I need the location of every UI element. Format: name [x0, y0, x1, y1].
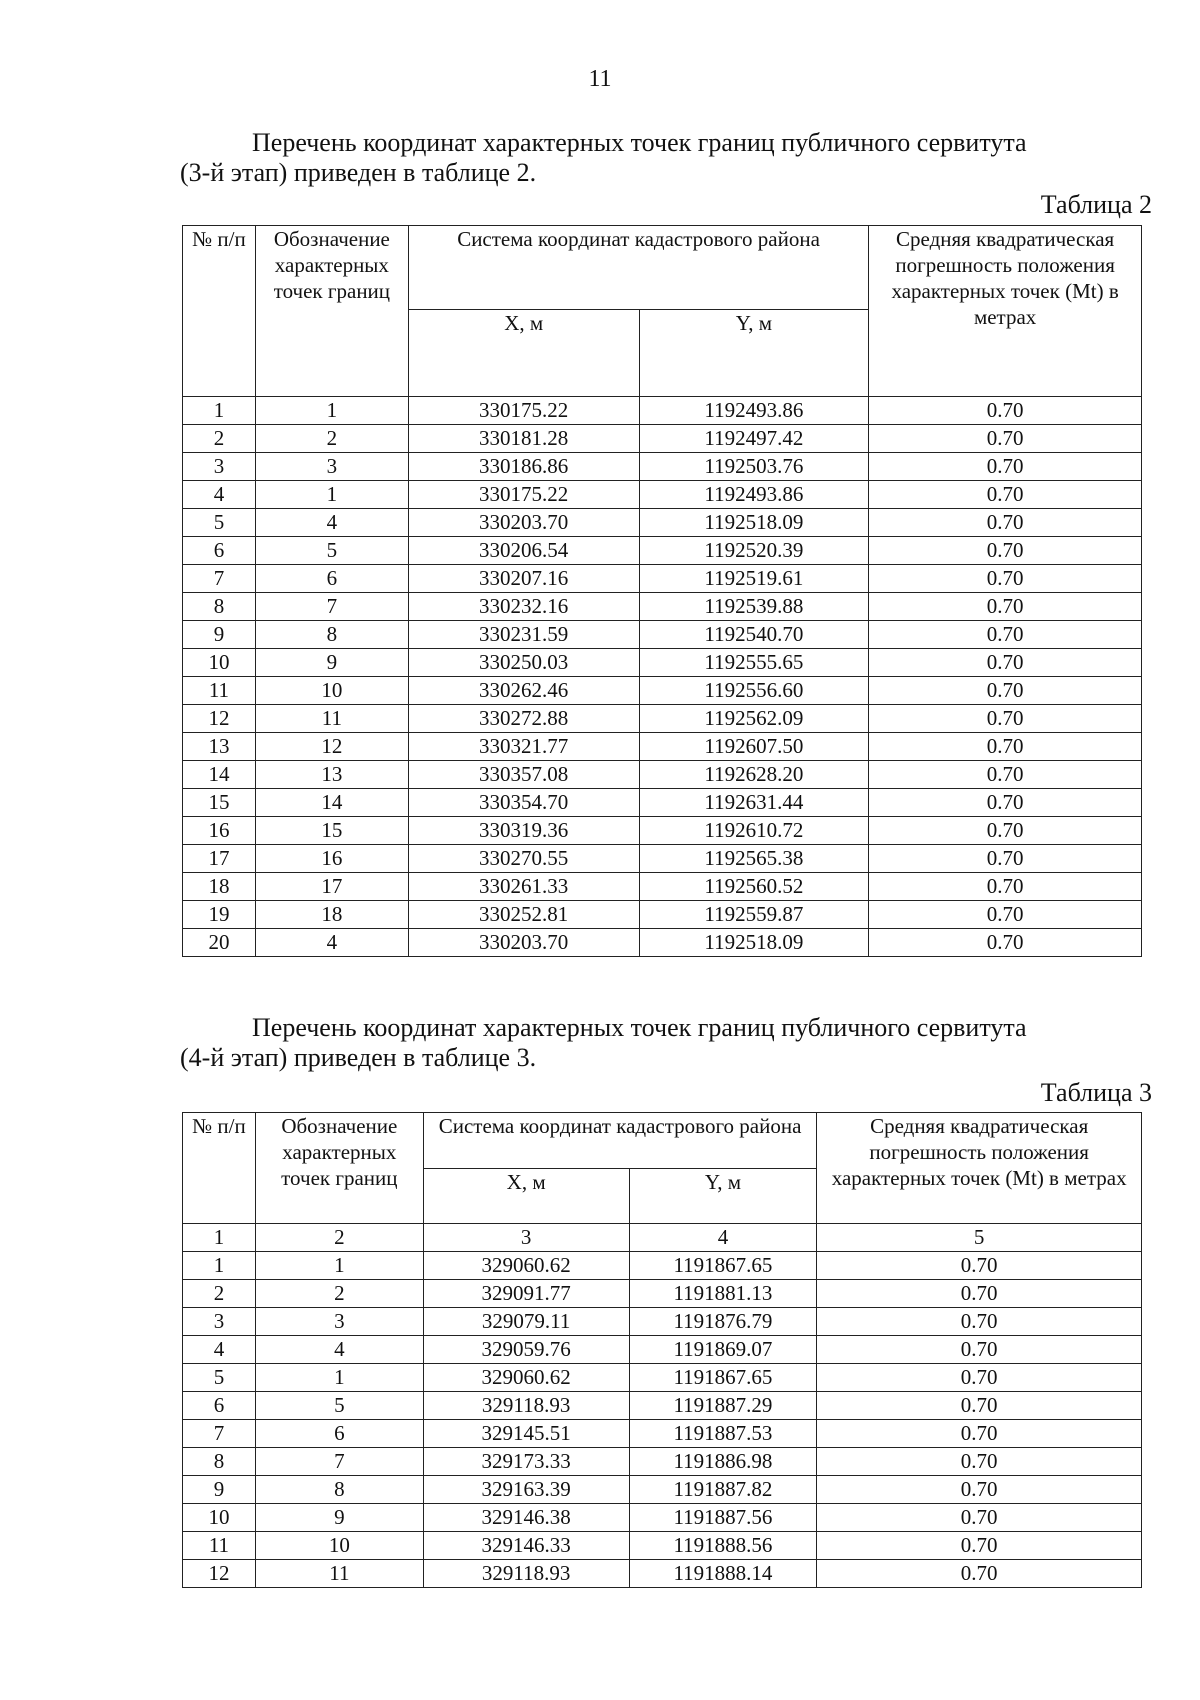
- x-coordinate-cell: 330357.08: [408, 761, 639, 789]
- y-coordinate-cell: 1192539.88: [639, 593, 869, 621]
- point-designation-cell: 1: [255, 1252, 423, 1280]
- row-number-cell: 11: [183, 1532, 256, 1560]
- x-coordinate-cell: 329060.62: [423, 1252, 629, 1280]
- y-coordinate-cell: 1192518.09: [639, 929, 869, 957]
- error-cell: 0.70: [817, 1448, 1142, 1476]
- error-cell: 0.70: [869, 901, 1142, 929]
- table-row: [183, 845, 1142, 873]
- table2-header-designation: Обозначение характерных точек границ: [255, 226, 408, 397]
- y-coordinate-cell: 1192519.61: [639, 565, 869, 593]
- point-designation-cell: 12: [255, 733, 408, 761]
- error-cell: 0.70: [869, 425, 1142, 453]
- error-cell: 0.70: [817, 1420, 1142, 1448]
- x-coordinate-cell: 329118.93: [423, 1560, 629, 1588]
- point-designation-cell: 4: [255, 1336, 423, 1364]
- table-row: [183, 1532, 1142, 1560]
- table-row: [183, 1560, 1142, 1588]
- point-designation-cell: 4: [255, 929, 408, 957]
- table-row: [183, 1308, 1142, 1336]
- table3-header-y: Y, м: [629, 1168, 817, 1224]
- y-coordinate-cell: 1192607.50: [639, 733, 869, 761]
- row-number-cell: 15: [183, 789, 256, 817]
- point-designation-cell: 17: [255, 873, 408, 901]
- table2-body: [183, 397, 1142, 957]
- column-number: 1: [183, 1224, 256, 1252]
- point-designation-cell: 11: [255, 705, 408, 733]
- row-number-cell: 10: [183, 649, 256, 677]
- table-row: [183, 789, 1142, 817]
- x-coordinate-cell: 329118.93: [423, 1392, 629, 1420]
- point-designation-cell: 3: [255, 1308, 423, 1336]
- point-designation-cell: 7: [255, 593, 408, 621]
- y-coordinate-cell: 1192520.39: [639, 537, 869, 565]
- section2-paragraph: [180, 128, 1150, 188]
- row-number-cell: 8: [183, 1448, 256, 1476]
- point-designation-cell: 7: [255, 1448, 423, 1476]
- x-coordinate-cell: 330319.36: [408, 817, 639, 845]
- row-number-cell: 20: [183, 929, 256, 957]
- row-number-cell: 17: [183, 845, 256, 873]
- table2-header-y: Y, м: [639, 309, 869, 396]
- error-cell: 0.70: [817, 1336, 1142, 1364]
- x-coordinate-cell: 330250.03: [408, 649, 639, 677]
- table2-header-row1: [183, 226, 1142, 310]
- error-cell: 0.70: [817, 1364, 1142, 1392]
- table-row: [183, 901, 1142, 929]
- row-number-cell: 18: [183, 873, 256, 901]
- section2-paragraph-line1: Перечень координат характерных точек границ публичного сервитута: [252, 128, 1027, 157]
- point-designation-cell: 6: [255, 565, 408, 593]
- point-designation-cell: 18: [255, 901, 408, 929]
- y-coordinate-cell: 1192565.38: [639, 845, 869, 873]
- table-row: [183, 817, 1142, 845]
- section2-paragraph-line2: (3-й этап) приведен в таблице 2.: [180, 158, 537, 187]
- table2-header-error: Средняя квадратическая погрешность положения характерных точек (Mt) в метрах: [869, 226, 1142, 397]
- error-cell: 0.70: [869, 537, 1142, 565]
- x-coordinate-cell: 330186.86: [408, 453, 639, 481]
- table3-header-error: Средняя квадратическая погрешность положения характерных точек (Mt) в метрах: [817, 1113, 1142, 1224]
- row-number-cell: 12: [183, 705, 256, 733]
- point-designation-cell: 1: [255, 481, 408, 509]
- row-number-cell: 11: [183, 677, 256, 705]
- row-number-cell: 14: [183, 761, 256, 789]
- table-row: [183, 873, 1142, 901]
- y-coordinate-cell: 1191887.29: [629, 1392, 817, 1420]
- table3-header-designation: Обозначение характерных точек границ: [255, 1113, 423, 1224]
- table3-column-number-row: [183, 1224, 1142, 1252]
- table-row: [183, 1476, 1142, 1504]
- point-designation-cell: 3: [255, 453, 408, 481]
- y-coordinate-cell: 1192559.87: [639, 901, 869, 929]
- y-coordinate-cell: 1192556.60: [639, 677, 869, 705]
- row-number-cell: 4: [183, 481, 256, 509]
- x-coordinate-cell: 330181.28: [408, 425, 639, 453]
- y-coordinate-cell: 1191888.56: [629, 1532, 817, 1560]
- table3-header-system: Система координат кадастрового района: [423, 1113, 817, 1169]
- section3-paragraph: [180, 1013, 1150, 1073]
- y-coordinate-cell: 1191886.98: [629, 1448, 817, 1476]
- error-cell: 0.70: [869, 509, 1142, 537]
- row-number-cell: 3: [183, 1308, 256, 1336]
- row-number-cell: 1: [183, 1252, 256, 1280]
- error-cell: 0.70: [869, 677, 1142, 705]
- y-coordinate-cell: 1192560.52: [639, 873, 869, 901]
- row-number-cell: 19: [183, 901, 256, 929]
- y-coordinate-cell: 1191887.56: [629, 1504, 817, 1532]
- table-row: [183, 761, 1142, 789]
- table-row: [183, 453, 1142, 481]
- x-coordinate-cell: 330354.70: [408, 789, 639, 817]
- row-number-cell: 9: [183, 621, 256, 649]
- y-coordinate-cell: 1192493.86: [639, 481, 869, 509]
- y-coordinate-cell: 1192562.09: [639, 705, 869, 733]
- y-coordinate-cell: 1192610.72: [639, 817, 869, 845]
- table-row: [183, 621, 1142, 649]
- table-row: [183, 1280, 1142, 1308]
- error-cell: 0.70: [869, 873, 1142, 901]
- point-designation-cell: 1: [255, 397, 408, 425]
- table-row: [183, 397, 1142, 425]
- x-coordinate-cell: 330232.16: [408, 593, 639, 621]
- x-coordinate-cell: 329146.33: [423, 1532, 629, 1560]
- table2-caption: Таблица 2: [1040, 190, 1152, 219]
- table3-header-x: X, м: [423, 1168, 629, 1224]
- point-designation-cell: 5: [255, 1392, 423, 1420]
- x-coordinate-cell: 330231.59: [408, 621, 639, 649]
- table-row: [183, 481, 1142, 509]
- point-designation-cell: 15: [255, 817, 408, 845]
- point-designation-cell: 8: [255, 621, 408, 649]
- row-number-cell: 10: [183, 1504, 256, 1532]
- table-row: [183, 537, 1142, 565]
- y-coordinate-cell: 1191887.53: [629, 1420, 817, 1448]
- table-row: [183, 1448, 1142, 1476]
- row-number-cell: 5: [183, 509, 256, 537]
- x-coordinate-cell: 330321.77: [408, 733, 639, 761]
- table-row: [183, 1252, 1142, 1280]
- x-coordinate-cell: 330262.46: [408, 677, 639, 705]
- x-coordinate-cell: 329173.33: [423, 1448, 629, 1476]
- section3-paragraph-line2: (4-й этап) приведен в таблице 3.: [180, 1043, 537, 1072]
- point-designation-cell: 5: [255, 537, 408, 565]
- row-number-cell: 9: [183, 1476, 256, 1504]
- point-designation-cell: 6: [255, 1420, 423, 1448]
- error-cell: 0.70: [869, 761, 1142, 789]
- table2: [182, 225, 1142, 957]
- point-designation-cell: 16: [255, 845, 408, 873]
- x-coordinate-cell: 330175.22: [408, 481, 639, 509]
- error-cell: 0.70: [869, 397, 1142, 425]
- y-coordinate-cell: 1192628.20: [639, 761, 869, 789]
- x-coordinate-cell: 329091.77: [423, 1280, 629, 1308]
- row-number-cell: 6: [183, 537, 256, 565]
- page-number: 11: [588, 66, 612, 92]
- x-coordinate-cell: 330252.81: [408, 901, 639, 929]
- error-cell: 0.70: [869, 621, 1142, 649]
- point-designation-cell: 10: [255, 1532, 423, 1560]
- table2-header-x: X, м: [408, 309, 639, 396]
- x-coordinate-cell: 329146.38: [423, 1504, 629, 1532]
- table-row: [183, 1336, 1142, 1364]
- y-coordinate-cell: 1191869.07: [629, 1336, 817, 1364]
- point-designation-cell: 9: [255, 1504, 423, 1532]
- point-designation-cell: 11: [255, 1560, 423, 1588]
- table3: [182, 1112, 1142, 1588]
- table-row: [183, 593, 1142, 621]
- y-coordinate-cell: 1191876.79: [629, 1308, 817, 1336]
- table3-header-num: № п/п: [183, 1113, 256, 1224]
- table2-header-system: Система координат кадастрового района: [408, 226, 868, 310]
- table3-caption: Таблица 3: [1040, 1078, 1152, 1107]
- row-number-cell: 7: [183, 565, 256, 593]
- table-row: [183, 705, 1142, 733]
- point-designation-cell: 8: [255, 1476, 423, 1504]
- table-row: [183, 649, 1142, 677]
- row-number-cell: 5: [183, 1364, 256, 1392]
- x-coordinate-cell: 329060.62: [423, 1364, 629, 1392]
- y-coordinate-cell: 1191867.65: [629, 1252, 817, 1280]
- x-coordinate-cell: 329059.76: [423, 1336, 629, 1364]
- section3-paragraph-line1: Перечень координат характерных точек границ публичного сервитута: [252, 1013, 1027, 1042]
- error-cell: 0.70: [869, 453, 1142, 481]
- x-coordinate-cell: 329163.39: [423, 1476, 629, 1504]
- y-coordinate-cell: 1192555.65: [639, 649, 869, 677]
- point-designation-cell: 10: [255, 677, 408, 705]
- x-coordinate-cell: 329079.11: [423, 1308, 629, 1336]
- error-cell: 0.70: [817, 1252, 1142, 1280]
- error-cell: 0.70: [869, 845, 1142, 873]
- error-cell: 0.70: [817, 1476, 1142, 1504]
- error-cell: 0.70: [869, 593, 1142, 621]
- table-row: [183, 565, 1142, 593]
- row-number-cell: 3: [183, 453, 256, 481]
- point-designation-cell: 1: [255, 1364, 423, 1392]
- error-cell: 0.70: [869, 817, 1142, 845]
- y-coordinate-cell: 1191888.14: [629, 1560, 817, 1588]
- point-designation-cell: 2: [255, 425, 408, 453]
- point-designation-cell: 14: [255, 789, 408, 817]
- error-cell: 0.70: [869, 733, 1142, 761]
- error-cell: 0.70: [869, 565, 1142, 593]
- point-designation-cell: 13: [255, 761, 408, 789]
- row-number-cell: 2: [183, 1280, 256, 1308]
- error-cell: 0.70: [817, 1392, 1142, 1420]
- row-number-cell: 6: [183, 1392, 256, 1420]
- error-cell: 0.70: [869, 649, 1142, 677]
- x-coordinate-cell: 330207.16: [408, 565, 639, 593]
- error-cell: 0.70: [817, 1560, 1142, 1588]
- table-row: [183, 929, 1142, 957]
- table-row: [183, 677, 1142, 705]
- table3-body: [183, 1224, 1142, 1588]
- error-cell: 0.70: [869, 929, 1142, 957]
- table-row: [183, 1364, 1142, 1392]
- row-number-cell: 4: [183, 1336, 256, 1364]
- y-coordinate-cell: 1192518.09: [639, 509, 869, 537]
- row-number-cell: 1: [183, 397, 256, 425]
- table-row: [183, 1504, 1142, 1532]
- y-coordinate-cell: 1192540.70: [639, 621, 869, 649]
- row-number-cell: 2: [183, 425, 256, 453]
- y-coordinate-cell: 1191881.13: [629, 1280, 817, 1308]
- row-number-cell: 8: [183, 593, 256, 621]
- y-coordinate-cell: 1192493.86: [639, 397, 869, 425]
- row-number-cell: 12: [183, 1560, 256, 1588]
- error-cell: 0.70: [869, 481, 1142, 509]
- table-row: [183, 733, 1142, 761]
- y-coordinate-cell: 1191887.82: [629, 1476, 817, 1504]
- error-cell: 0.70: [817, 1504, 1142, 1532]
- row-number-cell: 7: [183, 1420, 256, 1448]
- y-coordinate-cell: 1192631.44: [639, 789, 869, 817]
- point-designation-cell: 4: [255, 509, 408, 537]
- error-cell: 0.70: [869, 789, 1142, 817]
- error-cell: 0.70: [817, 1308, 1142, 1336]
- table-row: [183, 425, 1142, 453]
- x-coordinate-cell: 330272.88: [408, 705, 639, 733]
- column-number: 5: [817, 1224, 1142, 1252]
- x-coordinate-cell: 330270.55: [408, 845, 639, 873]
- table-row: [183, 1392, 1142, 1420]
- x-coordinate-cell: 329145.51: [423, 1420, 629, 1448]
- x-coordinate-cell: 330206.54: [408, 537, 639, 565]
- x-coordinate-cell: 330175.22: [408, 397, 639, 425]
- row-number-cell: 16: [183, 817, 256, 845]
- table2-header-num: № п/п: [183, 226, 256, 397]
- table-row: [183, 1420, 1142, 1448]
- y-coordinate-cell: 1191867.65: [629, 1364, 817, 1392]
- row-number-cell: 13: [183, 733, 256, 761]
- table-row: [183, 509, 1142, 537]
- point-designation-cell: 9: [255, 649, 408, 677]
- x-coordinate-cell: 330261.33: [408, 873, 639, 901]
- column-number: 4: [629, 1224, 817, 1252]
- x-coordinate-cell: 330203.70: [408, 929, 639, 957]
- point-designation-cell: 2: [255, 1280, 423, 1308]
- table3-header-row1: [183, 1113, 1142, 1169]
- error-cell: 0.70: [869, 705, 1142, 733]
- column-number: 3: [423, 1224, 629, 1252]
- y-coordinate-cell: 1192503.76: [639, 453, 869, 481]
- error-cell: 0.70: [817, 1532, 1142, 1560]
- y-coordinate-cell: 1192497.42: [639, 425, 869, 453]
- error-cell: 0.70: [817, 1280, 1142, 1308]
- x-coordinate-cell: 330203.70: [408, 509, 639, 537]
- column-number: 2: [255, 1224, 423, 1252]
